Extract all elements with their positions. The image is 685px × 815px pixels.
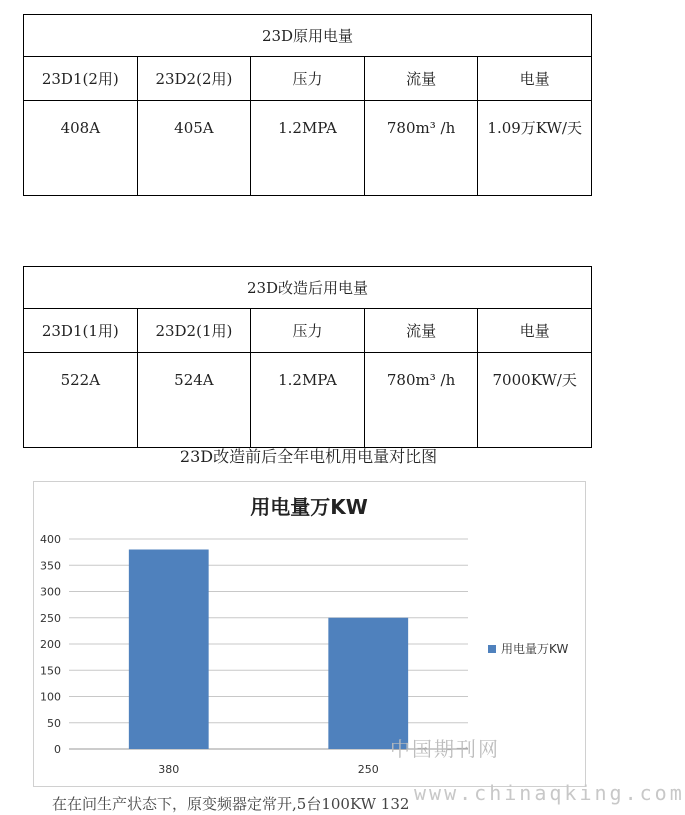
bar: [129, 550, 209, 750]
y-tick-label: 350: [40, 559, 61, 573]
value-23d1: 408A: [24, 101, 138, 196]
y-tick-label: 200: [40, 638, 61, 651]
y-tick-label: 300: [40, 585, 61, 599]
value-23d1: 522A: [24, 353, 138, 448]
original-power-table: [23, 14, 592, 196]
value-flow: 780m³ /h: [364, 101, 478, 196]
y-tick-label: 100: [40, 690, 61, 704]
value-power: 1.09万KW/天: [478, 101, 592, 196]
chart-caption: 23D改造前后全年电机用电量对比图: [179, 447, 438, 466]
legend-label: 用电量万KW: [501, 642, 569, 656]
header-pressure: 压力: [251, 309, 365, 353]
value-flow: 780m³ /h: [364, 353, 478, 448]
header-pressure: 压力: [251, 57, 365, 101]
value-pressure: 1.2MPA: [251, 101, 365, 196]
header-23d1: 23D1(2用): [24, 57, 138, 101]
header-23d1: 23D1(1用): [24, 309, 138, 353]
header-power: 电量: [478, 57, 592, 101]
header-23d2: 23D2(1用): [137, 309, 251, 353]
watermark-text: 中国期刊网: [390, 737, 500, 761]
x-tick-label: 380: [158, 763, 180, 776]
value-pressure: 1.2MPA: [251, 353, 365, 448]
truncated-body-text: 在在问生产状态下，原变频器定常开,5台100KW 132: [52, 795, 410, 813]
header-flow: 流量: [364, 57, 478, 101]
legend-swatch: [488, 645, 496, 653]
value-23d2: 405A: [137, 101, 251, 196]
value-power: 7000KW/天: [478, 353, 592, 448]
y-tick-label: 50: [47, 716, 61, 730]
chart-title: 用电量万KW: [250, 495, 368, 519]
header-flow: 流量: [364, 309, 478, 353]
y-tick-label: 250: [40, 611, 61, 625]
header-23d2: 23D2(2用): [137, 57, 251, 101]
chart-svg: [34, 482, 585, 786]
x-tick-label: 250: [357, 763, 379, 776]
bar: [328, 618, 408, 749]
modified-power-table: [23, 266, 592, 448]
table-title: 23D改造后用电量: [24, 267, 592, 309]
power-chart: [33, 481, 586, 787]
y-tick-label: 0: [54, 743, 61, 756]
value-23d2: 524A: [137, 353, 251, 448]
header-power: 电量: [478, 309, 592, 353]
y-tick-label: 400: [40, 533, 61, 546]
table-title: 23D原用电量: [24, 15, 592, 57]
watermark-url: www.chinaqking.com: [414, 781, 685, 805]
y-tick-label: 150: [40, 664, 61, 678]
